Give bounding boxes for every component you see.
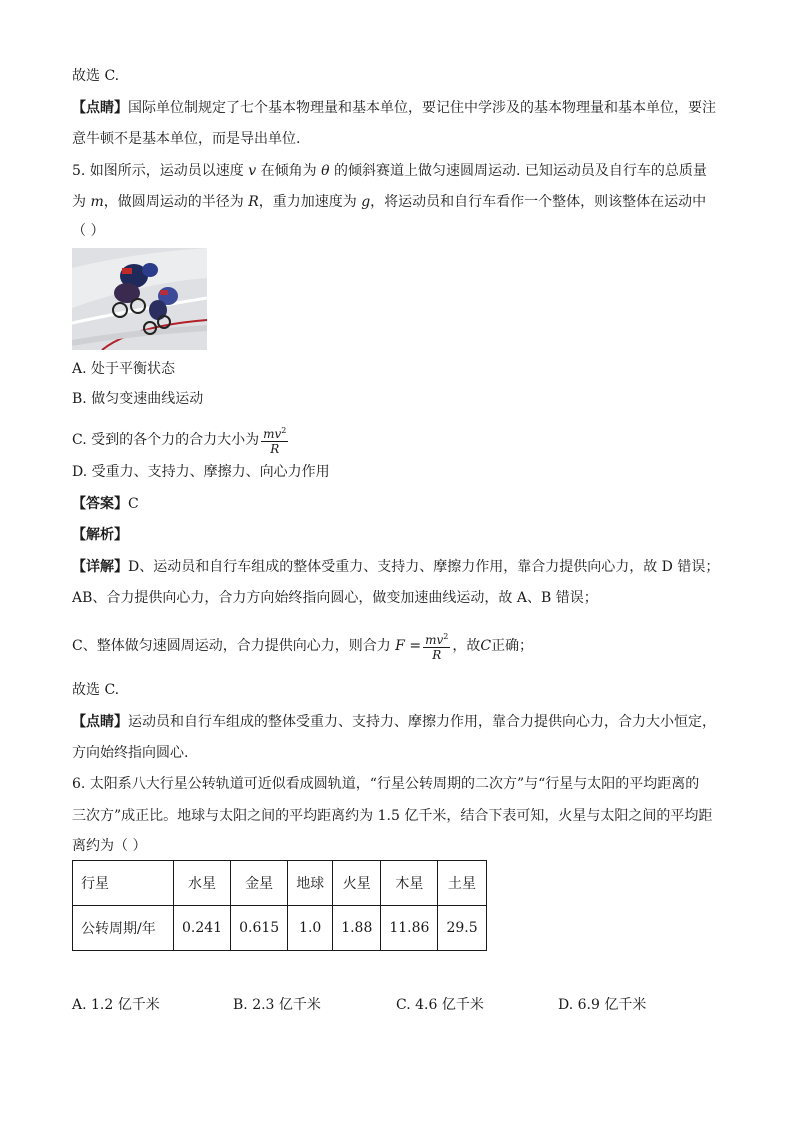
q6-stem-line-3: 离约为（ ） [72, 838, 147, 854]
table-header-cell: 金星 [231, 861, 288, 906]
table-header-cell: 土星 [438, 861, 486, 906]
q5-force-fraction: $\frac{mv^2}{R}$ [425, 632, 449, 662]
q6-stem-line-1: 6. 太阳系八大行星公转轨道可近似看成圆轨道，“行星公转周期的二次方”与“行星与太阳的平均距离的 [72, 776, 700, 792]
comment-paragraph [72, 98, 716, 118]
cyclists-image [72, 248, 207, 350]
q6-option-c: C. 4.6 亿千米 [396, 997, 484, 1013]
orbit-period-table [72, 860, 487, 951]
table-cell: 1.88 [333, 906, 381, 951]
detail-tag: 【详解】 [72, 559, 128, 575]
q6-option-d: D. 6.9 亿千米 [558, 997, 647, 1013]
table-header-row [73, 861, 487, 906]
table-cell: 11.86 [381, 906, 438, 951]
answer-tag: 【答案】 [72, 496, 128, 512]
q5-blank: （ ） [72, 223, 105, 239]
comment-text: 国际单位制规定了七个基本物理量和基本单位，要记住中学涉及的基本物理量和基本单位，要注 [128, 100, 716, 116]
q5-option-a: A. 处于平衡状态 [72, 361, 176, 377]
q5-final: 故选 C. [72, 682, 120, 698]
q6-stem-line-2: 三次方”成正比。地球与太阳之间的平均距离约为 1.5 亿千米，结合下表可知，火星与太阳之间的平均距 [72, 808, 713, 824]
q5-comment-line-1: 【点睛】运动员和自行车组成的整体受重力、支持力、摩擦力作用，靠合力提供向心力，合力大小恒定， [72, 714, 716, 730]
q5-option-d: D. 受重力、支持力、摩擦力、向心力作用 [72, 464, 330, 480]
table-cell: 29.5 [438, 906, 486, 951]
comment-tag-2: 【点睛】 [72, 714, 128, 730]
q5-stem-line-1: 5. 如图所示，运动员以速度 v 在倾角为 θ 的倾斜赛道上做匀速圆周运动. 已知运动员及自行车的总质量 [72, 163, 707, 179]
q5-fraction: $\frac{mv^2}{R}$ [263, 426, 287, 456]
cyclists-photo [72, 248, 207, 350]
table-header-cell: 地球 [288, 861, 333, 906]
answer-line: 故选 C. [72, 68, 120, 84]
comment-tag: 【点睛】 [72, 100, 128, 116]
table-cell: 0.615 [231, 906, 288, 951]
answer-value: C [128, 496, 139, 512]
q5-detail-line-1: 【详解】D、运动员和自行车组成的整体受重力、支持力、摩擦力作用，靠合力提供向心力，故 D 错误； [72, 559, 720, 575]
table-header-cell: 水星 [174, 861, 231, 906]
table-cell: 公转周期/年 [73, 906, 174, 951]
q6-option-b: B. 2.3 亿千米 [233, 997, 321, 1013]
q5-analysis-tag: 【解析】 [72, 527, 128, 543]
table-header-cell: 木星 [381, 861, 438, 906]
table-header-cell: 火星 [333, 861, 381, 906]
comment-line-2: 意牛顿不是基本单位，而是导出单位. [72, 131, 301, 147]
table-cell: 1.0 [288, 906, 333, 951]
q5-answer [72, 494, 139, 514]
q6-option-a: A. 1.2 亿千米 [72, 997, 160, 1013]
table-header-cell: 行星 [73, 861, 174, 906]
q5-comment-line-2: 方向始终指向圆心. [72, 745, 189, 761]
q5-detail-line-2: AB、合力提供向心力，合力方向始终指向圆心，做变加速曲线运动，故 A、B 错误； [72, 590, 598, 606]
q5-detail-line-3: C、整体做匀速圆周运动，合力提供向心力，则合力 F = $\frac{mv^2}{R}$ ，故C正确； [72, 632, 534, 662]
q5-stem-line-2: 为 m，做圆周运动的半径为 R，重力加速度为 g，将运动员和自行车看作一个整体，则该整体在运动中 [72, 194, 707, 210]
table-cell: 0.241 [174, 906, 231, 951]
q5-option-c: C. 受到的各个力的合力大小为 $\frac{mv^2}{R}$ [72, 426, 287, 456]
table-row [73, 906, 487, 951]
q5-option-b: B. 做匀变速曲线运动 [72, 391, 204, 407]
